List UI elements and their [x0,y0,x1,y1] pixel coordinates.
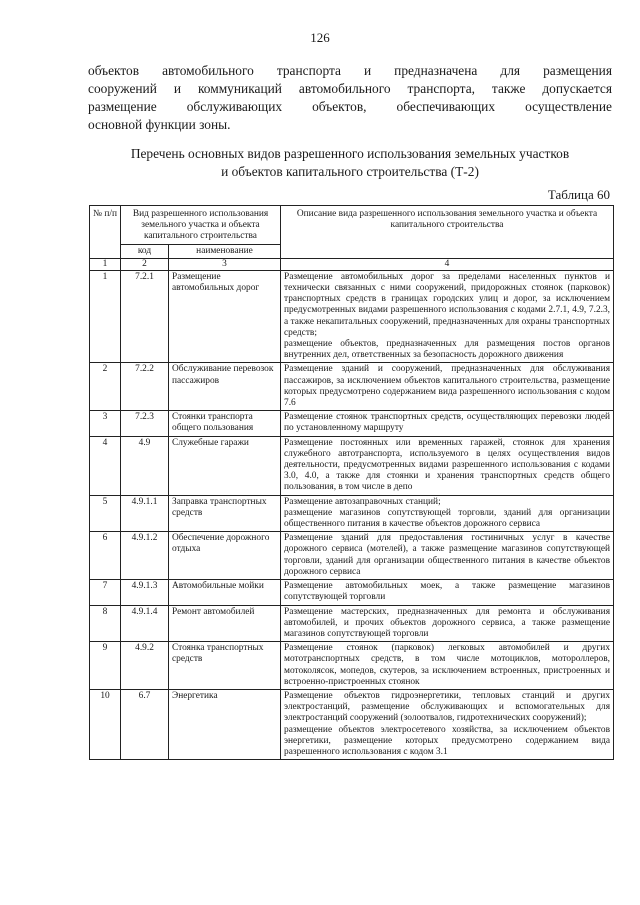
table-label: Таблица 60 [547,187,610,202]
header-name: наименование [169,244,281,258]
description-paragraph: Размещение мастерских, предназначенных для ремонта и обслуживания автомобилей, и прочих объектов дорожного сервиса, а также размещение магазинов сопутствующей торговли [284,606,611,639]
description-paragraph: Размещение автомобильных дорог за пределами населенных пунктов и технически связанных с ними сооружений, придорожных стоянок (парковок) транспортных средств в границах городских улиц и дорог, за исключением предусмотренных видами разрешенного использования с кодами 2.7.1, 4.9, 7.2.3, а также некапитальных сооружений, предназначенных для охраны транспортных средств; [284,271,611,338]
row-name: Автомобильные мойки [169,580,281,605]
row-code: 4.9.1.2 [121,532,169,580]
row-description [281,642,614,690]
row-description [281,436,614,495]
row-description [281,689,614,759]
row-description [281,580,614,605]
header-no: № п/п [90,206,121,259]
intro-paragraph [88,62,612,134]
row-name: Размещение автомобильных дорог [169,270,281,363]
row-name: Служебные гаражи [169,436,281,495]
table-row [90,689,614,759]
description-paragraph: размещение магазинов сопутствующей торговли, зданий для организации общественного питания в качестве объектов дорожного сервиса [284,507,611,530]
table-row [90,495,614,532]
row-number: 1 [90,270,121,363]
table-row [90,411,614,436]
table-row [90,532,614,580]
description-paragraph: размещение объектов, предназначенных для размещения постов органов внутренних дел, ответственных за безопасность дорожного движения [284,339,611,361]
table-row [90,270,614,363]
row-code: 6.7 [121,689,169,759]
row-number: 10 [90,689,121,759]
row-code: 7.2.1 [121,270,169,363]
header-desc: Описание вида разрешенного использования земельного участка и объекта капитального строительства [281,206,614,259]
column-number: 3 [169,258,281,270]
row-name: Стоянка транспортных средств [169,642,281,690]
table-header-row [90,206,614,245]
column-number: 2 [121,258,169,270]
row-description [281,363,614,411]
column-number-row [90,258,614,270]
row-number: 5 [90,495,121,532]
row-description [281,411,614,436]
row-code: 4.9.2 [121,642,169,690]
description-paragraph: Размещение автомобильных моек, а также размещение магазинов сопутствующей торговли [284,581,611,603]
permitted-use-table [89,205,614,760]
intro-line: объектов автомобильного транспорта и предназначена для размещения [88,63,612,78]
list-title-line: Перечень основных видов разрешенного использования земельных участков [130,146,570,161]
row-name: Обслуживание перевозок пассажиров [169,363,281,411]
table-body [90,270,614,759]
row-description [281,532,614,580]
row-number: 8 [90,605,121,642]
row-description [281,605,614,642]
page-number: 126 [310,30,330,45]
row-number: 2 [90,363,121,411]
row-name: Заправка транспортных средств [169,495,281,532]
row-code: 7.2.2 [121,363,169,411]
row-number: 3 [90,411,121,436]
column-number: 1 [90,258,121,270]
row-code: 4.9 [121,436,169,495]
row-code: 4.9.1.3 [121,580,169,605]
row-name: Стоянки транспорта общего пользования [169,411,281,436]
row-code: 4.9.1.4 [121,605,169,642]
description-paragraph: размещение объектов электросетевого хозяйства, за исключением объектов энергетики, размещение которых предусмотрено содержанием вида разрешенного использования с кодом 3.1 [284,724,611,757]
table-row [90,363,614,411]
row-code: 7.2.3 [121,411,169,436]
row-number: 7 [90,580,121,605]
table-row [90,580,614,605]
description-paragraph: Размещение стоянок транспортных средств, осуществляющих перевозки людей по установленному маршруту [284,412,611,434]
list-title [88,145,612,181]
description-paragraph: Размещение объектов гидроэнергетики, тепловых станций и других электростанций, размещение обслуживающих и вспомогательных для электростанций сооружений (золоотвалов, гидротехнических сооружений); [284,690,611,724]
row-description [281,270,614,363]
description-paragraph: Размещение зданий для предоставления гостиничных услуг в качестве дорожного сервиса (мотелей), а также размещение магазинов сопутствующей торговли, зданий для организации общественного питания в качестве объектов дорожного сервиса [284,533,611,577]
table-row [90,642,614,690]
row-number: 4 [90,436,121,495]
column-number: 4 [281,258,614,270]
description-paragraph: Размещение стоянок (парковок) легковых автомобилей и других мототранспортных средств, в том числе мотоциклов, мотороллеров, мотоколясок, мопедов, скутеров, за исключением встроенных, пристроенных и встроенно-пристроенных стоянок [284,643,611,687]
intro-line: размещение обслуживающих объектов, обеспечивающих осуществление [88,99,612,114]
row-description [281,495,614,532]
description-paragraph: Размещение автозаправочных станций; [284,496,441,507]
intro-line: сооружений и коммуникаций автомобильного транспорта, также допускается [88,81,612,96]
row-code: 4.9.1.1 [121,495,169,532]
description-paragraph: Размещение зданий и сооружений, предназначенных для обслуживания пассажиров, за исключением объектов капитального строительства, размещение которых предусмотрено содержанием вида разрешенного использования с кодом 7.6 [284,364,611,409]
row-number: 9 [90,642,121,690]
description-paragraph: Размещение постоянных или временных гаражей, стоянок для хранения служебного автотранспорта, используемого в целях осуществления видов деятельности, предусмотренных видами разрешенного использования с кодами 3.0, 4.0, а также для стоянки и хранения транспортных средств общего пользования, в том числе в депо [284,437,611,493]
row-name: Ремонт автомобилей [169,605,281,642]
header-code: код [121,244,169,258]
row-name: Энергетика [169,689,281,759]
intro-line: основной функции зоны. [88,117,231,132]
row-name: Обеспечение дорожного отдыха [169,532,281,580]
table-row [90,436,614,495]
header-kind: Вид разрешенного использования земельного участка и объекта капитального строительства [121,206,281,245]
table-row [90,605,614,642]
row-number: 6 [90,532,121,580]
list-title-line: и объектов капитального строительства (Т-2) [221,164,479,179]
